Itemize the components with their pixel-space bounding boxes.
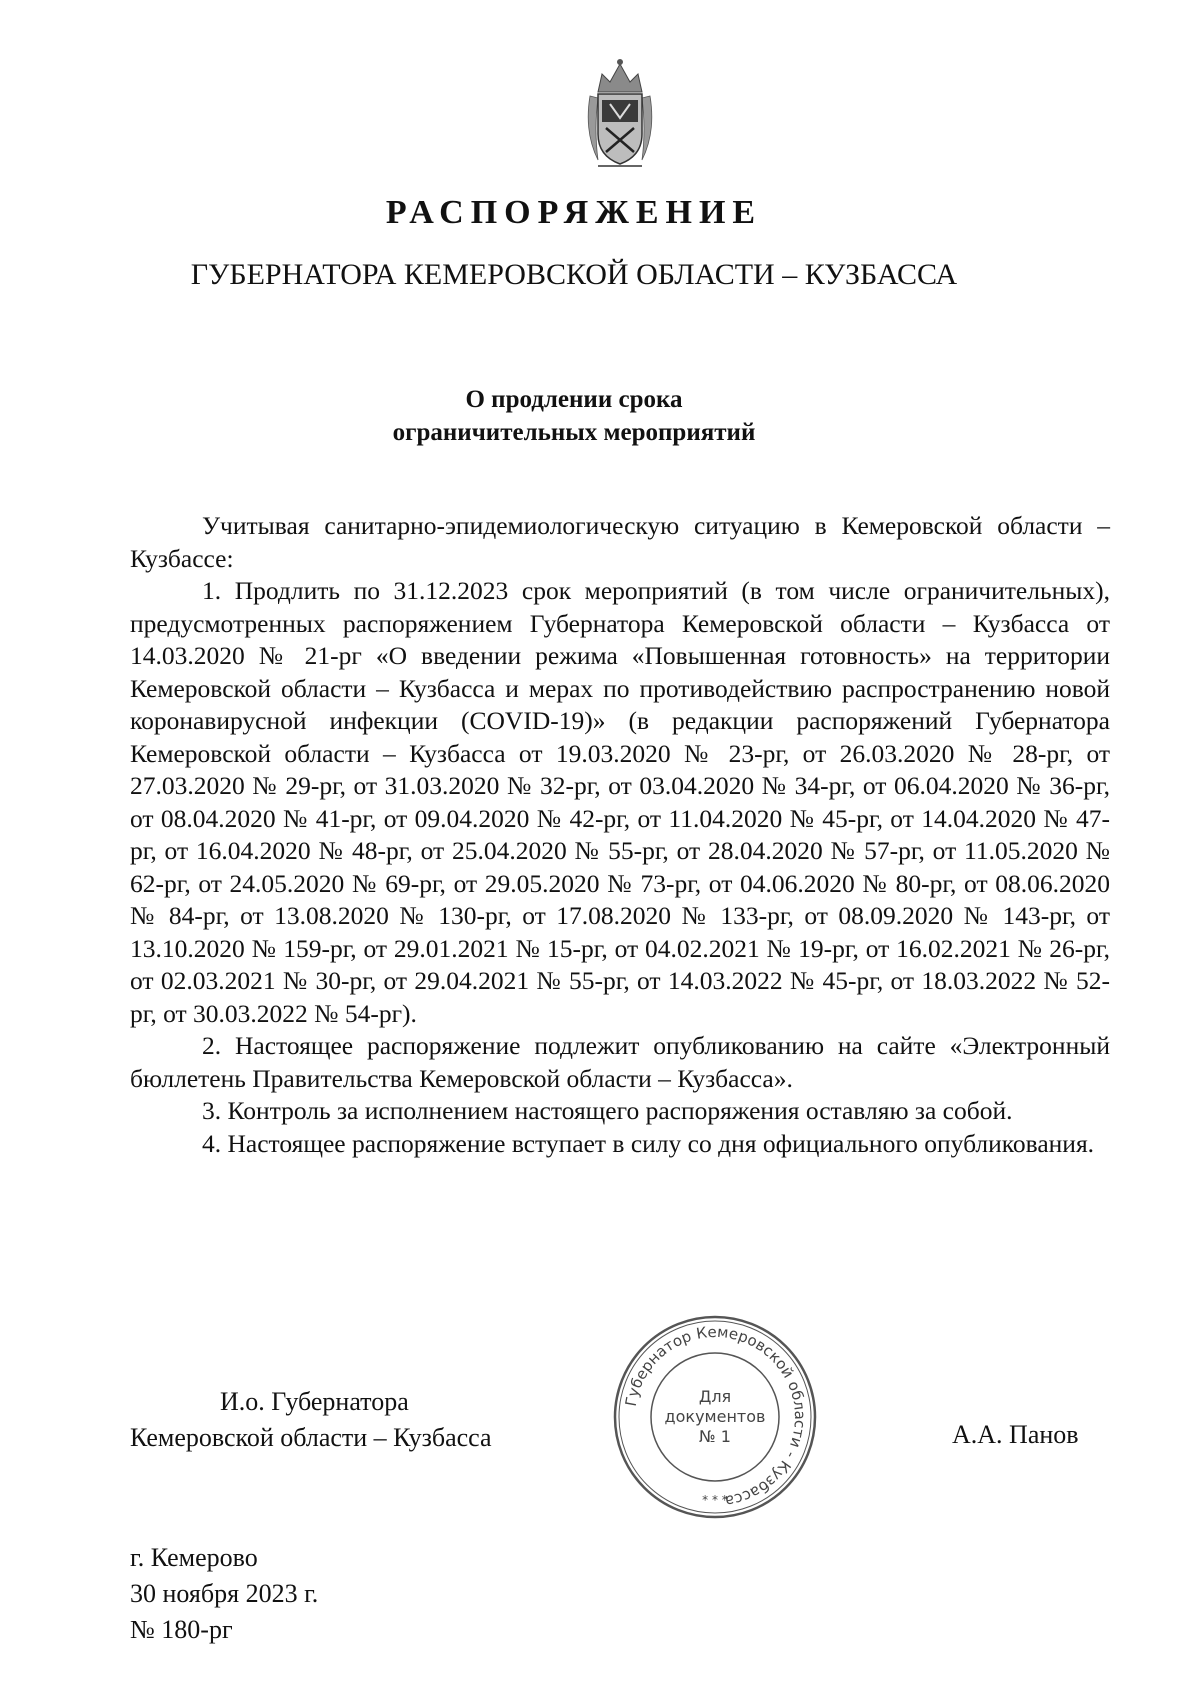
signature-position-line: Кемеровской области – Кузбасса (130, 1423, 492, 1452)
stamp-center-text: № 1 (699, 1427, 731, 1446)
footer-number: № 180-рг (130, 1615, 233, 1644)
stamp-ring-text: Губернатор Кемеровской области - Кузбасса (621, 1322, 810, 1511)
body-paragraph-1: 1. Продлить по 31.12.2023 срок мероприятий (в том числе ограничительных), предусмотренных распоряжением Губернатора Кемеровской области – Кузбасса от 14.03.2020 № 21-рг «О введении режима «Повышенная готовность» на территории Кемеровской области – Кузбасса и мерах по противодействию распространению новой коронавирусной инфекции (COVID-19)» (в редакции распоряжений Губернатора Кемеровской области – Кузбасса от 19.03.2020 № 23-рг, от 26.03.2020 № 28-рг, от 27.03.2020 № 29-рг, от 31.03.2020 № 32-рг, от 03.04.2020 № 34-рг, от 06.04.2020 № 36-рг, от 08.04.2020 № 41-рг, от 09.04.2020 № 42-рг, от 11.04.2020 № 45-рг, от 14.04.2020 № 47-рг, от 16.04.2020 № 48-рг, от 25.04.2020 № 55-рг, от 28.04.2020 № 57-рг, от 11.05.2020 № 62-рг, от 24.05.2020 № 69-рг, от 29.05.2020 № 73-рг, от 04.06.2020 № 80-рг, от 08.06.2020 № 84-рг, от 13.08.2020 № 130-рг, от 17.08.2020 № 133-рг, от 08.09.2020 № 143-рг, от 13.10.2020 № 159-рг, от 29.01.2021 № 15-рг, от 04.02.2021 № 19-рг, от 16.02.2021 № 26-рг, от 02.03.2021 № 30-рг, от 29.04.2021 № 55-рг, от 14.03.2022 № 45-рг, от 18.03.2022 № 52-рг, от 30.03.2022 № 54-рг). (130, 576, 1110, 1028)
body-paragraph-3: 3. Контроль за исполнением настоящего распоряжения оставляю за собой. (202, 1096, 1013, 1125)
stamp-center-text: документов (664, 1407, 766, 1426)
footer-date: 30 ноября 2023 г. (130, 1579, 319, 1608)
stamp-stars: * * * (702, 1493, 728, 1507)
document-subtitle: ГУБЕРНАТОРА КЕМЕРОВСКОЙ ОБЛАСТИ – КУЗБАССА (190, 258, 958, 291)
body-paragraph-2: 2. Настоящее распоряжение подлежит опубликованию на сайте «Электронный бюллетень Правительства Кемеровской области – Кузбасса». (130, 1031, 1110, 1093)
heading-line: О продлении срока (465, 386, 683, 413)
document-title: РАСПОРЯЖЕНИЕ (385, 194, 763, 231)
heading-line: ограничительных мероприятий (392, 419, 756, 446)
document-body (130, 510, 1110, 1160)
stamp-center-text: Для (698, 1387, 732, 1406)
coat-of-arms-emblem (584, 52, 656, 170)
document-heading (0, 383, 1148, 449)
footer-city: г. Кемерово (130, 1543, 258, 1572)
document-footer (130, 1540, 318, 1648)
body-paragraph-4: 4. Настоящее распоряжение вступает в силу со дня официального опубликования. (202, 1128, 1095, 1158)
signature-position (130, 1384, 492, 1456)
body-paragraph-intro: Учитывая санитарно-эпидемиологическую ситуацию в Кемеровской области – Кузбассе: (130, 511, 1110, 573)
official-stamp (610, 1312, 820, 1522)
signatory-name: А.А. Панов (952, 1420, 1079, 1449)
signature-position-line: И.о. Губернатора (220, 1387, 409, 1416)
